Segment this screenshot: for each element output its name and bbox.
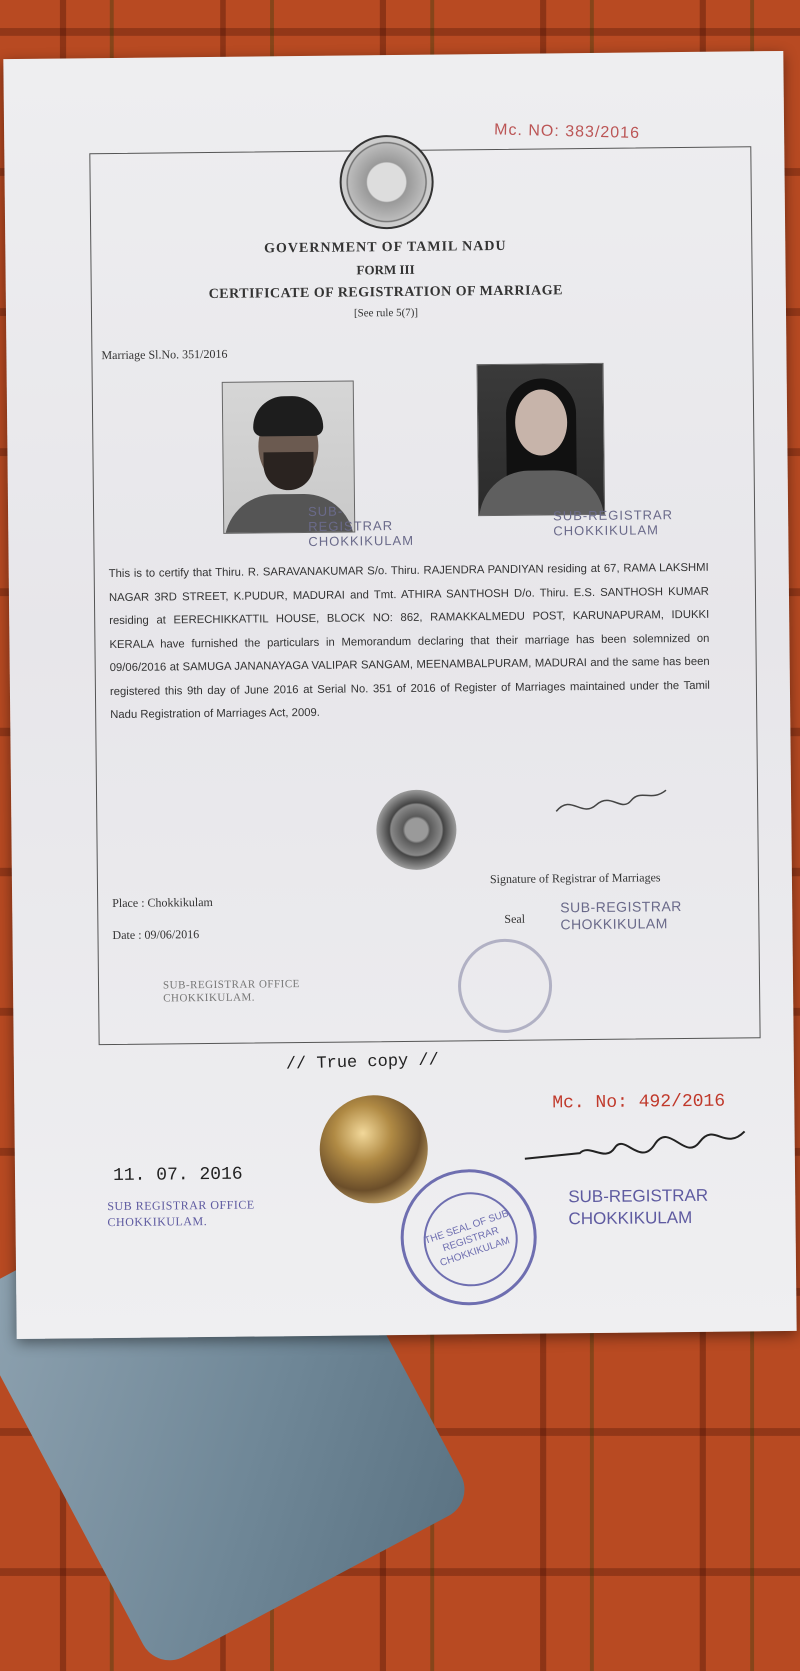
header-title: CERTIFICATE OF REGISTRATION OF MARRIAGE	[208, 283, 563, 302]
office-stamp: SUB-REGISTRAR OFFICE CHOKKIKULAM.	[162, 978, 300, 1005]
registrar-signature-icon	[551, 782, 671, 823]
sub-registrar-stamp: SUB-REGISTRAR CHOKKIKULAM	[560, 898, 682, 933]
header-government: GOVERNMENT OF TAMIL NADU	[264, 238, 507, 257]
bottom-signature-icon	[519, 1121, 755, 1173]
place-field: Place : Chokkikulam	[112, 894, 213, 911]
marriage-serial-number: Marriage Sl.No. 351/2016	[101, 346, 228, 363]
top-reference-number: Mc. NO: 383/2016	[493, 121, 641, 142]
bride-photo-stamp: SUB-REGISTRAR CHOKKIKULAM	[553, 507, 674, 539]
true-copy-note: // True copy //	[285, 1051, 440, 1075]
bottom-office-stamp: SUB REGISTRAR OFFICE CHOKKIKULAM.	[107, 1197, 255, 1230]
bottom-sub-registrar-stamp: SUB-REGISTRAR CHOKKIKULAM	[568, 1185, 709, 1229]
header-form: FORM III	[356, 261, 415, 278]
groom-photo-stamp: SUB-REGISTRAR CHOKKIKULAM	[307, 503, 415, 549]
embossed-seal-icon	[376, 789, 457, 870]
bottom-seal-stamp	[400, 1169, 537, 1306]
state-emblem-icon	[339, 135, 434, 230]
date-field: Date : 09/06/2016	[112, 927, 200, 943]
marriage-certificate	[3, 51, 796, 1339]
header-rule: [See rule 5(7)]	[353, 306, 419, 320]
bride-photo	[477, 363, 606, 516]
hologram-sticker-icon	[319, 1095, 428, 1204]
seal-label: Seal	[504, 911, 526, 926]
certificate-body-text: This is to certify that Thiru. R. SARAVANAKUMAR S/o. Thiru. RAJENDRA PANDIYAN residing at 67, RAMA LAKSHMI NAGAR 3RD STREET, K.PUDUR, MADURAI and Tmt. ATHIRA SANTHOSH D/o. Thiru. E.S. SANTHOSH KUMAR residing at EERECHIKKATTIL HOUSE, BLOCK NO: 862, RAMAKKALMEDU POST, KARUNAPURAM, IDUKKI KERALA have furnished the particulars in Memorandum declaring that their marriage has been solemnized on 09/06/2016 at SAMUGA JANANAYAGA VALIPAR SANGAM, MEENAMBALPURAM, MADURAI and the same has been registered this 9th day of June 2016 at Serial No. 351 of 2016 of Register of Marriages maintained under the Tamil Nadu Registration of Marriages Act, 2009.	[108, 561, 710, 722]
bottom-seal-text: THE SEAL OF SUB REGISTRAR CHOKKIKULAM	[411, 1180, 530, 1299]
round-stamp-icon	[458, 938, 553, 1033]
bottom-date: 11. 07. 2016	[112, 1164, 243, 1187]
signature-title: Signature of Registrar of Marriages	[489, 870, 661, 887]
bottom-reference-number: Mc. No: 492/2016	[552, 1091, 726, 1114]
